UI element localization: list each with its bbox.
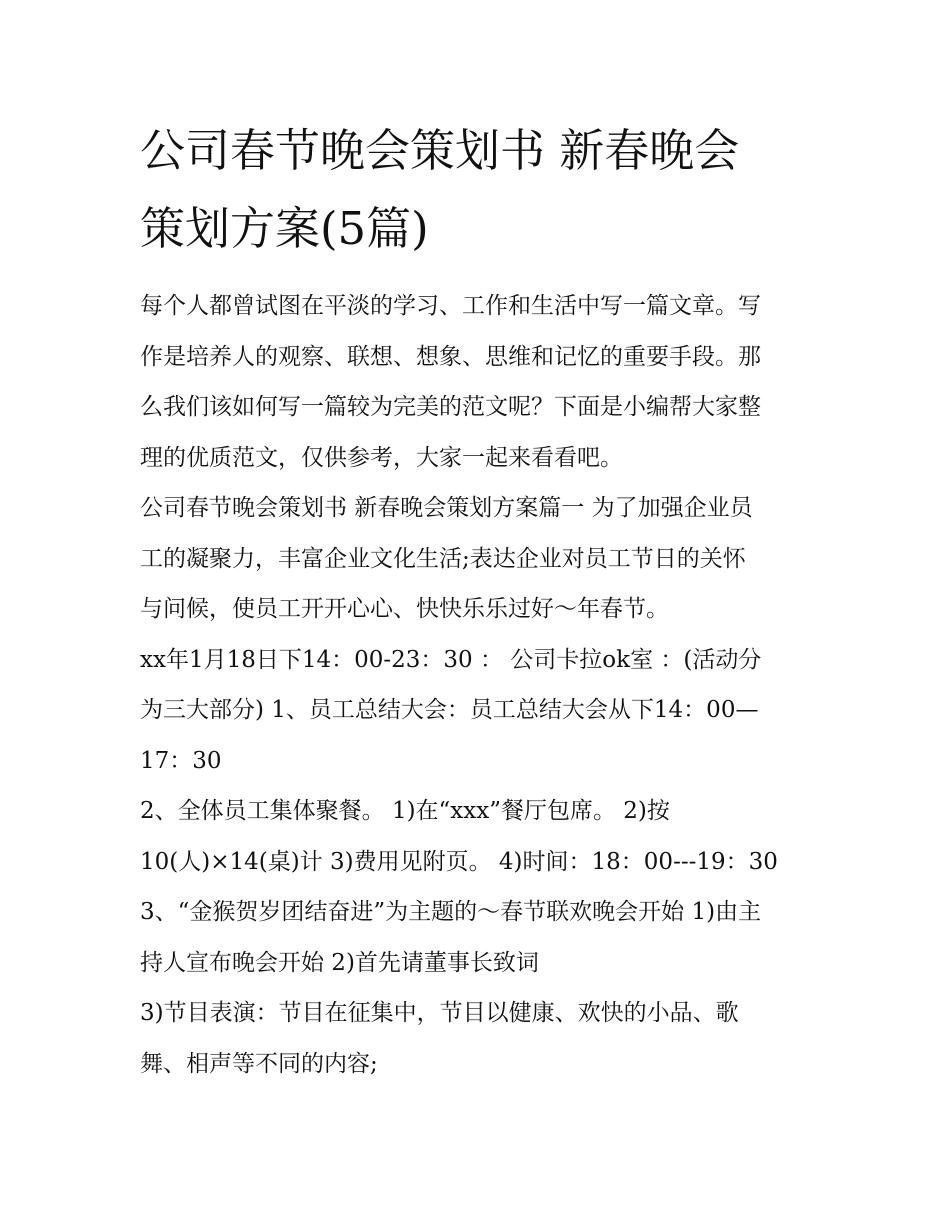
performance-paragraph bbox=[140, 988, 815, 1089]
paragraph-line: xx年1月18日下14：00-23：30 ： 公司卡拉ok室 ：(活动分 bbox=[140, 646, 762, 673]
intro-paragraph bbox=[140, 281, 815, 483]
document-title bbox=[140, 112, 815, 268]
paragraph-line: 作是培养人的观察、联想、想象、思维和记忆的重要手段。那 bbox=[140, 343, 761, 370]
purpose-paragraph bbox=[140, 483, 815, 635]
paragraph-line: 工的凝聚力，丰富企业文化生活;表达企业对员工节日的关怀 bbox=[140, 545, 746, 572]
paragraph-line: 2、全体员工集体聚餐。 1)在“xxx”餐厅包席。 2)按 bbox=[140, 798, 670, 824]
paragraph-line: 10(人)×14(桌)计 3)费用见附页。 4)时间：18：00---19：30 bbox=[140, 848, 778, 875]
paragraph-line: 17：30 bbox=[140, 747, 222, 774]
paragraph-line: 为三大部分) 1、员工总结大会：员工总结大会从下14：00— bbox=[140, 697, 759, 723]
dinner-paragraph bbox=[140, 786, 815, 887]
paragraph-line: 理的优质范文，仅供参考，大家一起来看看吧。 bbox=[140, 444, 623, 471]
paragraph-line: 么我们该如何写一篇较为完美的范文呢？下面是小编帮大家整 bbox=[140, 394, 761, 420]
document-content bbox=[140, 112, 815, 1089]
paragraph-line: 每个人都曾试图在平淡的学习、工作和生活中写一篇文章。写 bbox=[140, 293, 761, 319]
paragraph-line: 3、“金猴贺岁团结奋进”为主题的～春节联欢晚会开始 1)由主 bbox=[140, 899, 762, 925]
title-line: 策划方案(5篇) bbox=[140, 202, 429, 255]
schedule-paragraph bbox=[140, 635, 815, 787]
paragraph-line: 3)节目表演：节目在征集中，节目以健康、欢快的小品、歌 bbox=[140, 1000, 739, 1026]
paragraph-line: 舞、相声等不同的内容; bbox=[140, 1050, 378, 1077]
title-line: 公司春节晚会策划书 新春晚会 bbox=[140, 124, 740, 177]
paragraph-line: 持人宣布晚会开始 2)首先请董事长致词 bbox=[140, 949, 539, 976]
paragraph-line: 与问候，使员工开开心心、快快乐乐过好～年春节。 bbox=[140, 596, 669, 622]
paragraph-line: 公司春节晚会策划书 新春晚会策划方案篇一 为了加强企业员 bbox=[140, 495, 753, 521]
gala-paragraph bbox=[140, 887, 815, 988]
